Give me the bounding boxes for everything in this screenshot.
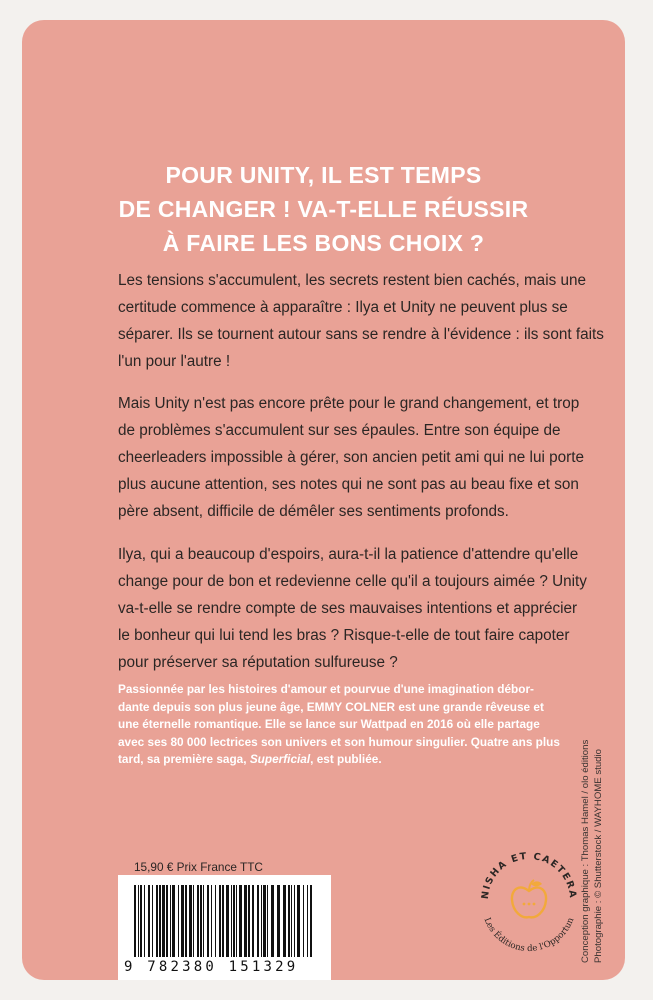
barcode-bar [170,885,171,957]
publisher-logo [474,842,584,967]
barcode-bar [283,885,286,957]
synopsis-paragraph-1 [118,267,604,375]
barcode-bar [307,885,308,957]
barcode-bar [189,885,192,957]
barcode-bar [162,885,165,957]
barcode-bar [144,885,145,957]
bio-text: tard, sa première saga, [118,752,250,766]
text-line: de problèmes s'accumulent sur ses épaules. Entre son équipe de [118,422,561,439]
text-line: Ilya, qui a beaucoup d'espoirs, aura-t-il la patience d'attendre qu'elle [118,546,579,563]
photo-credit: Photographie : © Shutterstock / WAYHOME studio [592,749,604,963]
text-line: Mais Unity n'est pas encore prête pour le grand changement, et trop [118,395,580,412]
barcode-bar [181,885,184,957]
bio-line: dante depuis son plus jeune âge, EMMY COLNER est une grande rêveuse et [118,699,544,714]
barcode-bar [156,885,158,957]
headline-line: POUR UNITY, IL EST TEMPS [165,162,482,188]
barcode-bar [178,885,179,957]
barcode-bar [134,885,136,957]
barcode-bar [271,885,274,957]
price-label: 15,90 € Prix France TTC [134,860,263,874]
text-line: l'un pour l'autre ! [118,353,231,370]
barcode-bar [207,885,209,957]
barcode-bar [233,885,235,957]
publisher-name-path: Les Éditions de l'Opportun [481,916,577,955]
barcode-bar [263,885,266,957]
barcode-bar [185,885,187,957]
barcode-bar [294,885,295,957]
barcode-bar [248,885,250,957]
barcode-bar [138,885,139,957]
barcode-bar [261,885,262,957]
text-line: pour préserver sa réputation sulfureuse ? [118,654,398,671]
barcode-bar [159,885,161,957]
barcode-bar [226,885,229,957]
barcode-bar [219,885,221,957]
text-line: plus aucune attention, ses notes qui ne sont pas au beau fixe et son [118,476,579,493]
barcode-bar [203,885,204,957]
barcode-bar [297,885,300,957]
bio-line: avec ses 80 000 lectrices son univers et son humour singulier. Quatre ans plus [118,734,560,749]
imprint-name-path: NISHA ET CAETERA [479,850,579,900]
barcode-bar [267,885,268,957]
bio-line [118,751,588,769]
headline-line: À FAIRE LES BONS CHOIX ? [162,230,485,256]
text-line: va-t-elle se rendre compte de ses mauvaises intentions et apprécier [118,600,578,617]
barcode [118,875,331,980]
barcode-bar [211,885,212,957]
publisher-name [482,916,577,954]
text-line: Les tensions s'accumulent, les secrets restent bien cachés, mais une [118,272,587,289]
headline [22,158,625,260]
isbn-number: 9 782380 151329 [124,959,299,975]
barcode-bar [252,885,254,957]
barcode-bar [140,885,142,957]
synopsis-paragraph-3 [118,541,587,676]
headline-line: DE CHANGER ! VA-T-ELLE RÉUSSIR [118,196,529,222]
text-line: séparer. Ils se tournent autour sans se rendre à l'évidence : ils sont faits [118,326,604,343]
bio-text: , est publiée. [310,752,382,766]
barcode-bar [244,885,247,957]
design-credit: Conception graphique : Thomas Hamel / olo éditions [580,739,591,963]
text-line: le bonheur qui lui tend les bras ? Risque-t-elle de tout faire capoter [118,627,570,644]
barcode-bar [303,885,304,957]
barcode-bar [231,885,232,957]
barcode-bar [152,885,153,957]
barcode-bar [148,885,150,957]
barcode-bar [166,885,168,957]
barcode-bar [172,885,175,957]
text-line: cheerleaders impossible à gérer, son ancien petit ami qui ne lui porte [118,449,584,466]
barcode-bar [236,885,237,957]
barcode-bar [239,885,242,957]
bio-line: Passionnée par les histoires d'amour et pourvue d'une imagination débor- [118,682,534,696]
credits [580,740,605,963]
barcode-bar [288,885,290,957]
barcode-bar [291,885,292,957]
barcode-bar [310,885,312,957]
text-line: père absent, difficile de démêler ses sentiments profonds. [118,503,509,520]
text-line: certitude commence à apparaître : Ilya et Unity ne peuvent plus se [118,299,568,316]
barcode-bar [197,885,199,957]
barcode-bar [215,885,216,957]
bio-line: une éternelle romantique. Elle se lance sur Wattpad en 2016 où elle partage [118,717,540,731]
barcode-bar [257,885,259,957]
synopsis-paragraph-2 [118,390,584,525]
back-cover [22,20,625,980]
barcode-bar [193,885,194,957]
barcode-bar [222,885,224,957]
apple-icon [512,880,546,917]
logo-seal [474,842,584,962]
barcode-bars [132,885,318,957]
saga-title: Superficial [249,752,311,766]
barcode-bar [277,885,280,957]
text-line: change pour de bon et redevienne celle qu'il a toujours aimée ? Unity [118,573,587,590]
barcode-bar [200,885,202,957]
author-bio [118,681,588,769]
